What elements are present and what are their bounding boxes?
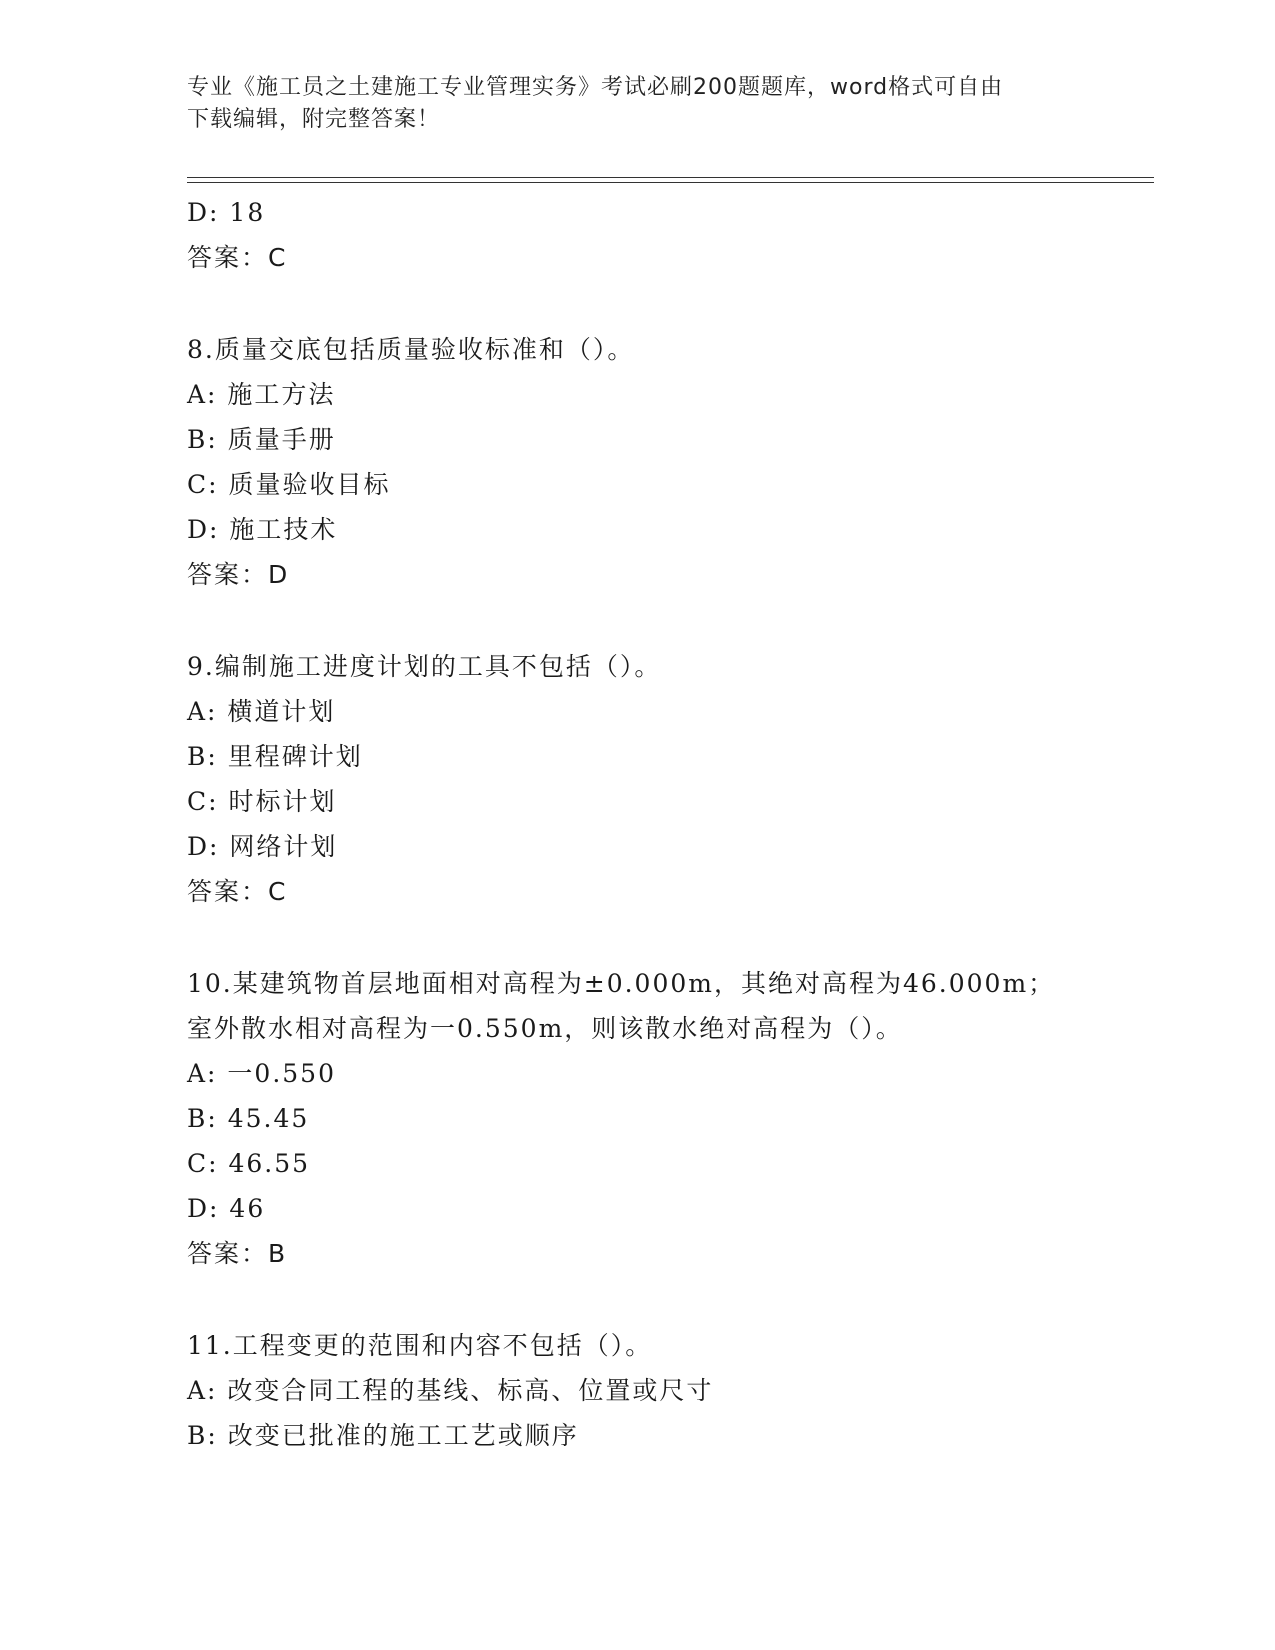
option-a: A: 改变合同工程的基线、标高、位置或尺寸 [187,1376,714,1405]
header-divider-top [187,177,1154,178]
header-line-1: 专业《施工员之土建施工专业管理实务》考试必刷200题题库，word格式可自由 [187,75,1004,100]
option-a: A: 施工方法 [187,380,336,409]
option-b: B: 里程碑计划 [187,742,363,771]
header-divider-bottom [187,182,1154,183]
option-d: D: 施工技术 [187,515,338,544]
question-stem-line-1: 10.某建筑物首层地面相对高程为±0.000m，其绝对高程为46.000m； [187,969,1056,998]
spacer [187,597,1154,644]
spacer [187,280,1154,327]
answer-line: 答案：C [187,877,288,906]
spacer [187,914,1154,961]
option-b: B: 45.45 [187,1104,310,1133]
option-d: D: 网络计划 [187,832,338,861]
question-7-tail [187,190,1154,280]
option-c: C: 46.55 [187,1149,311,1178]
question-10 [187,961,1154,1276]
question-8 [187,327,1154,597]
answer-line: 答案：B [187,1239,288,1268]
option-d: D: 46 [187,1194,266,1223]
option-a: A: 一0.550 [187,1059,336,1088]
header-line-2: 下载编辑，附完整答案！ [187,107,441,132]
document-body [187,190,1154,1458]
option-c: C: 时标计划 [187,787,337,816]
question-stem: 11.工程变更的范围和内容不包括（）。 [187,1331,653,1360]
answer-line: 答案：D [187,560,290,589]
question-stem-line-2: 室外散水相对高程为一0.550m，则该散水绝对高程为（）。 [187,1014,903,1043]
option-a: A: 横道计划 [187,697,336,726]
option-c: C: 质量验收目标 [187,470,391,499]
question-stem: 9.编制施工进度计划的工具不包括（）。 [187,652,662,681]
option-b: B: 质量手册 [187,425,336,454]
page-header [187,72,1067,136]
question-stem: 8.质量交底包括质量验收标准和（）。 [187,335,635,364]
answer-line: 答案：C [187,243,288,272]
question-9 [187,644,1154,914]
question-11 [187,1323,1154,1458]
spacer [187,1276,1154,1323]
option-b: B: 改变已批准的施工工艺或顺序 [187,1421,579,1450]
option-d: D: 18 [187,198,266,227]
